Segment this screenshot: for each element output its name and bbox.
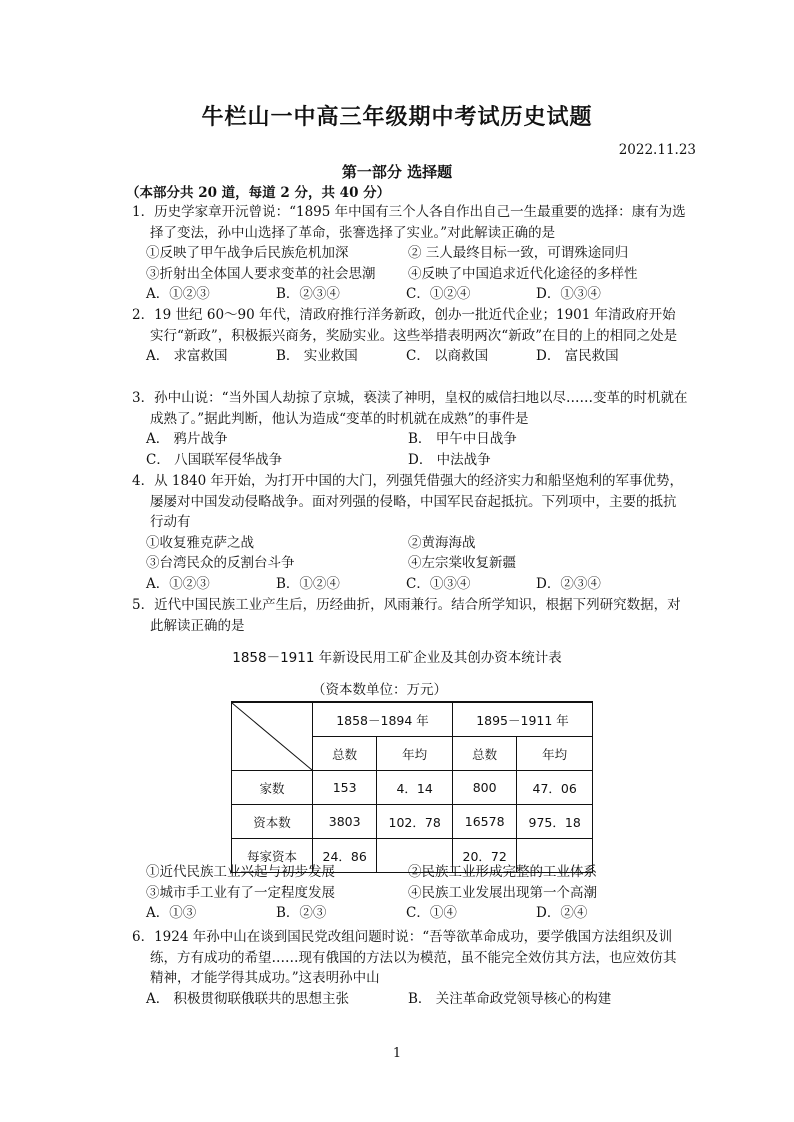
question-5-options xyxy=(128,862,688,924)
question-stem: 2．19 世纪 60～90 年代，清政府推行洋务新政，创办一批近代企业；1901 年清政府开始实行“新政”，积极振兴商务，奖励实业。这些举措表明两次“新政”在目的上的相同之处是 xyxy=(132,307,678,344)
diagonal-header-cell xyxy=(232,702,313,771)
statistics-table xyxy=(231,701,593,873)
option-d: D．②④ xyxy=(536,905,588,921)
question-5 xyxy=(128,595,688,636)
option-b: B． 实业救国 xyxy=(276,348,358,364)
statement: ④左宗棠收复新疆 xyxy=(408,555,516,571)
option-a: A．①②③ xyxy=(146,575,210,592)
exam-date: 2022.11.23 xyxy=(618,142,696,158)
question-1 xyxy=(128,202,688,305)
option-a: A． 求富救国 xyxy=(146,348,228,364)
subheader: 年均 xyxy=(377,737,453,771)
page-title: 牛栏山一中高三年级期中考试历史试题 xyxy=(201,104,593,130)
option-b: B．②③ xyxy=(276,905,327,921)
option-row xyxy=(128,903,688,924)
option-c: C．①③④ xyxy=(406,575,471,592)
statement-row xyxy=(128,553,688,574)
row-label: 每家资本 xyxy=(232,839,313,873)
table-cell: 153 xyxy=(313,771,377,805)
table-row xyxy=(232,771,593,805)
statement: ②黄海海战 xyxy=(408,534,476,551)
statement-row xyxy=(128,264,688,285)
subheader: 年均 xyxy=(517,737,593,771)
question-6 xyxy=(128,927,688,1009)
period-header: 1895－1911 年 xyxy=(452,702,592,737)
option-row xyxy=(128,284,688,305)
question-stem: 3．孙中山说：“当外国人劫掠了京城，亵渎了神明，皇权的威信扫地以尽……变革的时机就在成熟了。”据此判断，他认为造成“变革的时机就在成熟”的事件是 xyxy=(132,390,688,427)
question-stem: 5．近代中国民族工业产生后，历经曲折，风雨兼行。结合所学知识，根据下列研究数据，对此解读正确的是 xyxy=(132,597,681,634)
question-stem: 1．历史学家章开沅曾说：“1895 年中国有三个人各自作出自己一生最重要的选择：康有为选择了变法，孙中山选择了革命，张謇选择了实业。”对此解读正确的是 xyxy=(132,204,686,241)
section-note: （本部分共 20 道，每道 2 分，共 40 分） xyxy=(126,185,391,201)
table-cell: 4．14 xyxy=(377,771,453,805)
option-c: C．①②④ xyxy=(406,286,471,302)
statement-row xyxy=(128,883,688,904)
statement-row xyxy=(128,243,688,264)
option-b: B．②③④ xyxy=(276,286,340,302)
page-number: 1 xyxy=(392,1046,402,1061)
option-a: A． 积极贯彻联俄联共的思想主张 xyxy=(146,990,350,1007)
table-cell: 975．18 xyxy=(517,805,593,839)
table-cell: 47．06 xyxy=(517,771,593,805)
statement: ④反映了中国追求近代化途径的多样性 xyxy=(408,265,638,282)
statement: ④民族工业发展出现第一个高潮 xyxy=(408,884,597,901)
section-heading: 第一部分 选择题 xyxy=(341,163,453,181)
option-c: C． 以商救国 xyxy=(406,348,489,364)
table-cell: 24．86 xyxy=(313,839,377,873)
option-row xyxy=(128,989,688,1010)
table-cell: 20．72 xyxy=(452,839,516,873)
statement-row xyxy=(128,533,688,554)
table-cell: 16578 xyxy=(452,805,516,839)
option-row xyxy=(128,429,688,450)
question-3 xyxy=(128,388,688,470)
statement: ③折射出全体国人要求变革的社会思潮 xyxy=(146,265,376,282)
option-row xyxy=(128,574,688,595)
option-d: D．①③④ xyxy=(536,286,601,302)
table-header-row xyxy=(232,702,593,737)
statement: ② 三人最终目标一致，可谓殊途同归 xyxy=(408,245,629,261)
table-cell: 102．78 xyxy=(377,805,453,839)
row-label: 资本数 xyxy=(232,805,313,839)
table-cell: 3803 xyxy=(313,805,377,839)
statement: ①近代民族工业兴起与初步发展 xyxy=(146,864,335,880)
statement: ①收复雅克萨之战 xyxy=(146,534,254,551)
table-cell: 800 xyxy=(452,771,516,805)
option-row xyxy=(128,346,688,367)
option-b: B．①②④ xyxy=(276,575,340,592)
option-b: B． 甲午中日战争 xyxy=(408,431,517,447)
statement: ①反映了甲午战争后民族危机加深 xyxy=(146,245,349,261)
option-row xyxy=(128,450,688,471)
option-a: A．①②③ xyxy=(146,286,210,302)
question-stem: 6．1924 年孙中山在谈到国民党改组问题时说：“吾等欲革命成功，要学俄国方法组织及训练，方有成功的希望……现有俄国的方法以为模范，虽不能完全效仿其方法，也应效仿其精神，才能学得其成功。”这表明孙中山 xyxy=(132,929,677,986)
option-d: D．②③④ xyxy=(536,575,601,592)
option-c: C． 八国联军侵华战争 xyxy=(146,451,283,468)
subheader: 总数 xyxy=(452,737,516,771)
option-a: A． 鸦片战争 xyxy=(146,431,228,447)
question-4 xyxy=(128,471,688,594)
table-row xyxy=(232,805,593,839)
statement-row xyxy=(128,862,688,883)
option-c: C．①④ xyxy=(406,905,457,921)
statement: ③城市手工业有了一定程度发展 xyxy=(146,884,335,901)
row-label: 家数 xyxy=(232,771,313,805)
diagonal-line xyxy=(232,703,312,770)
option-b: B． 关注革命政党领导核心的构建 xyxy=(408,990,612,1007)
question-stem: 4．从 1840 年开始，为打开中国的大门，列强凭借强大的经济实力和船坚炮利的军事优势，屡屡对中国发动侵略战争。面对列强的侵略，中国军民奋起抵抗。下列项中，主要的抵抗行动有 xyxy=(132,473,684,530)
subheader: 总数 xyxy=(313,737,377,771)
option-a: A．①③ xyxy=(146,905,197,921)
statement: ②民族工业形成完整的工业体系 xyxy=(408,864,597,880)
table-unit: （资本数单位：万元） xyxy=(312,682,447,698)
question-2 xyxy=(128,305,688,367)
option-d: D． 中法战争 xyxy=(408,451,491,468)
table-title: 1858－1911 年新设民用工矿企业及其创办资本统计表 xyxy=(232,650,562,666)
statement: ③台湾民众的反割台斗争 xyxy=(146,555,295,571)
option-d: D． 富民救国 xyxy=(536,348,619,364)
period-header: 1858－1894 年 xyxy=(313,702,453,737)
